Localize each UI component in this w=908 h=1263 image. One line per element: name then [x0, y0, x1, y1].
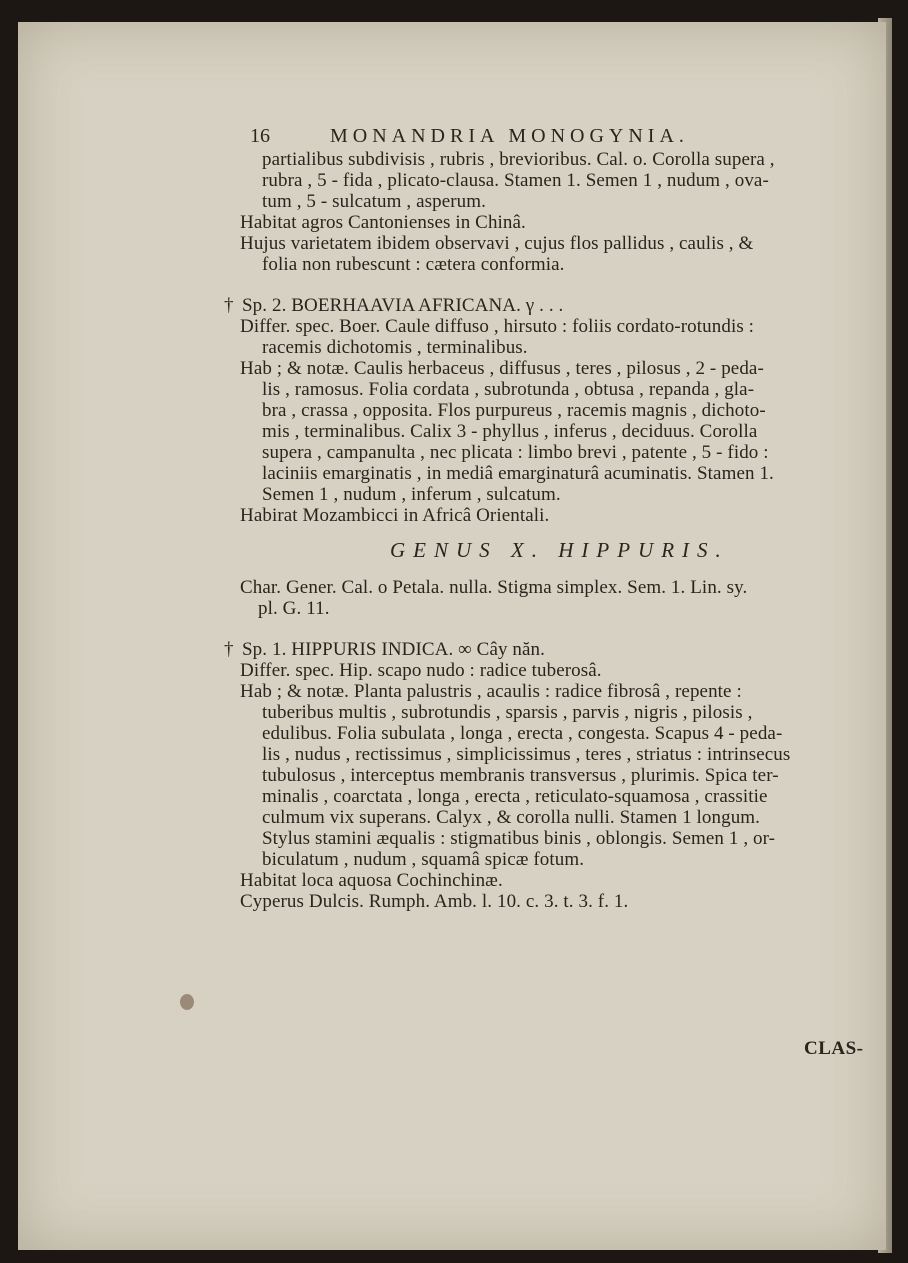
text-line: lis , nudus , rectissimus , simplicissimus , teres , striatus : intrinsecus [262, 744, 791, 765]
ink-stain [180, 994, 194, 1010]
text-line: supera , campanulta , nec plicata : limbo brevi , patente , 5 - fido : [262, 442, 769, 463]
text-line: rubra , 5 - fida , plicato-clausa. Stamen 1. Semen 1 , nudum , ova- [262, 170, 769, 191]
genus-title: GENUS X. HIPPURIS. [390, 538, 729, 562]
species-heading [224, 639, 870, 660]
text-line: Semen 1 , nudum , inferum , sulcatum. [262, 484, 561, 505]
text-line: tum , 5 - sulcatum , asperum. [262, 191, 486, 212]
text-line: bra , crassa , opposita. Flos purpureus , racemis magnis , dichoto- [262, 400, 766, 421]
text-line: Hab ; & notæ. Planta palustris , acaulis : radice fibrosâ , repente : [240, 681, 742, 702]
running-header [240, 126, 870, 147]
page-number: 16 [250, 125, 270, 147]
text-line: minalis , coarctata , longa , erecta , reticulato-squamosa , crassitie [262, 786, 768, 807]
dagger-mark: † [224, 295, 234, 316]
text-line: culmum vix superans. Calyx , & corolla nulli. Stamen 1 longum. [262, 807, 761, 828]
text-line: mis , terminalibus. Calix 3 - phyllus , inferus , deciduus. Corolla [262, 421, 758, 442]
species-title: Sp. 1. HIPPURIS INDICA. ∞ Cây năn. [242, 639, 546, 660]
text-line: Habitat loca aquosa Cochinchinæ. [240, 870, 503, 891]
text-line: lis , ramosus. Folia cordata , subrotunda , obtusa , repanda , gla- [262, 379, 755, 400]
text-line: edulibus. Folia subulata , longa , erecta , congesta. Scapus 4 - peda- [262, 723, 783, 744]
text-line: Differ. spec. Hip. scapo nudo : radice tuberosâ. [240, 660, 602, 681]
text-line: Hujus varietatem ibidem observavi , cujus flos pallidus , caulis , & [240, 233, 754, 254]
page-text [224, 125, 870, 912]
text-line: folia non rubescunt : cætera conformia. [262, 254, 565, 275]
text-line: Habirat Mozambicci in Africâ Orientali. [240, 505, 550, 526]
text-line: Stylus stamini æqualis : stigmatibus binis , oblongis. Semen 1 , or- [262, 828, 776, 849]
text-line: tuberibus multis , subrotundis , sparsis , parvis , nigris , pilosis , [262, 702, 753, 723]
text-line: laciniis emarginatis , in mediâ emarginaturâ acuminatis. Stamen 1. [262, 463, 774, 484]
species-title: Sp. 2. BOERHAAVIA AFRICANA. γ . . . [242, 295, 564, 316]
text-line: Differ. spec. Boer. Caule diffuso , hirsuto : foliis cordato-rotundis : [240, 316, 755, 337]
text-line: Habitat agros Cantonienses in Chinâ. [240, 212, 526, 233]
text-line: racemis dichotomis , terminalibus. [262, 337, 528, 358]
text-line: Cyperus Dulcis. Rumph. Amb. l. 10. c. 3. t. 3. f. 1. [240, 891, 629, 912]
text-line: tubulosus , interceptus membranis transversus , plurimis. Spica ter- [262, 765, 779, 786]
text-line: biculatum , nudum , squamâ spicæ fotum. [262, 849, 585, 870]
text-line: Hab ; & notæ. Caulis herbaceus , diffusus , teres , pilosus , 2 - peda- [240, 358, 764, 379]
species-heading [224, 295, 870, 316]
catchword: CLAS- [804, 1038, 864, 1059]
text-line: Char. Gener. Cal. o Petala. nulla. Stigma simplex. Sem. 1. Lin. sy. [240, 577, 748, 598]
text-line: pl. G. 11. [258, 598, 330, 619]
text-line: partialibus subdivisis , rubris , brevioribus. Cal. o. Corolla supera , [262, 149, 775, 170]
dagger-mark: † [224, 639, 234, 660]
running-title: MONANDRIA MONOGYNIA. [330, 125, 689, 147]
book-page [18, 22, 886, 1250]
